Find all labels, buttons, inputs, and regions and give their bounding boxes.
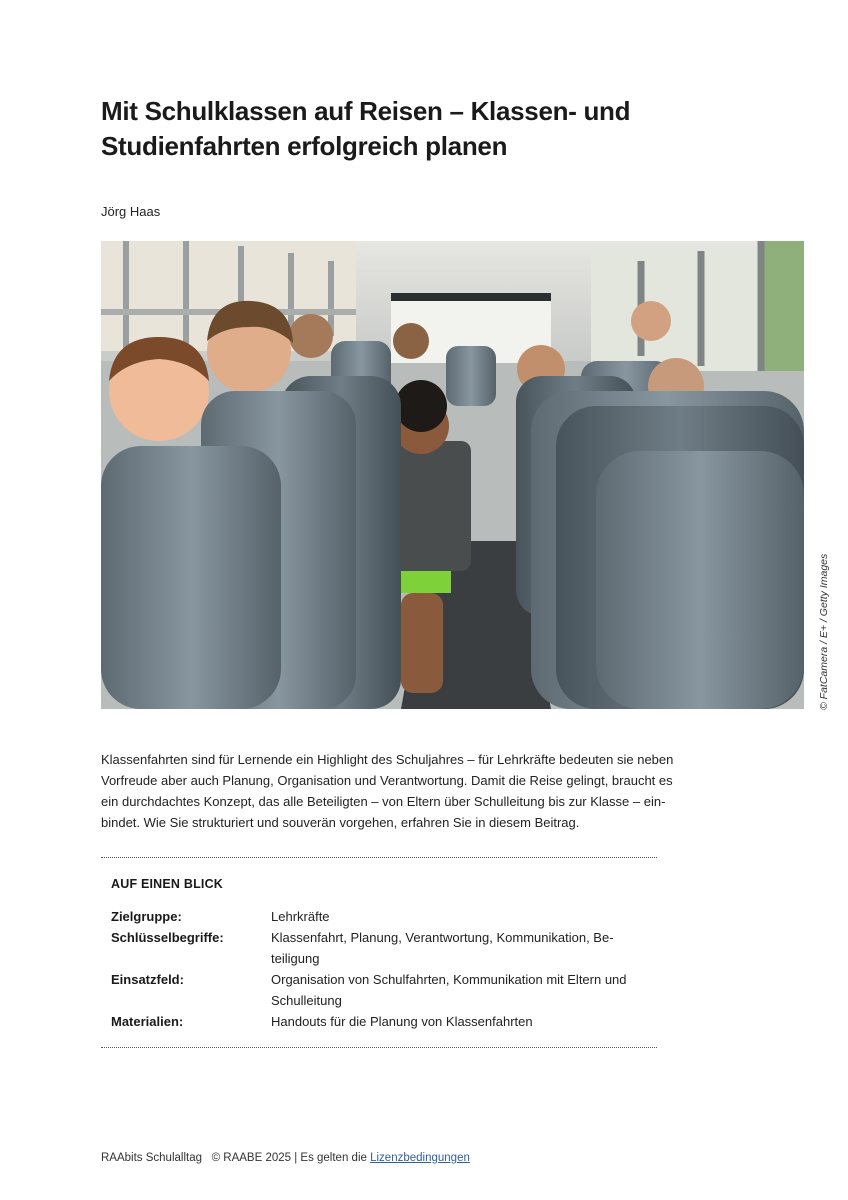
- overview-label: Schlüsselbegriffe:: [111, 930, 224, 945]
- intro-paragraph: [101, 749, 674, 833]
- page-title-line: Mit Schulklassen auf Reisen – Klassen- und: [101, 96, 631, 126]
- intro-line: Klassenfahrten sind für Lernende ein Highlight des Schuljahres – für Lehrkräfte bedeuten sie neben: [101, 752, 674, 767]
- overview-value-line: Schulleitung: [271, 993, 342, 1008]
- footer-publication: RAAbits Schulalltag: [101, 1152, 202, 1164]
- overview-value-line: Organisation von Schulfahrten, Kommunikation mit Eltern und: [271, 972, 627, 987]
- overview-value: [271, 969, 641, 1011]
- cover-photo: [101, 241, 804, 709]
- overview-label: Materialien:: [111, 1014, 184, 1029]
- photo-credit: © FatCamera / E+ / Getty Images: [818, 553, 830, 710]
- license-link[interactable]: Lizenzbedingungen: [370, 1152, 470, 1164]
- overview-value: [271, 1011, 641, 1032]
- overview-value-line: Klassenfahrt, Planung, Verantwortung, Kommunikation, Be-: [271, 930, 614, 945]
- page-title: [101, 94, 741, 164]
- divider-top: [101, 857, 657, 858]
- intro-line: bindet. Wie Sie strukturiert und souverän vorgehen, erfahren Sie in diesem Beitrag.: [101, 815, 580, 830]
- overview-value-line: Handouts für die Planung von Klassenfahrten: [271, 1014, 533, 1029]
- overview-value: [271, 906, 641, 927]
- overview-label: Einsatzfeld:: [111, 972, 184, 987]
- overview-heading: AUF EINEN BLICK: [111, 877, 224, 891]
- overview-value-line: teiligung: [271, 951, 320, 966]
- overview-label: Zielgruppe:: [111, 909, 182, 924]
- overview-value: [271, 927, 641, 969]
- footer-copyright: © RAABE 2025 | Es gelten die: [211, 1152, 367, 1164]
- intro-line: ein durchdachtes Konzept, das alle Beteiligten – von Eltern über Schulleitung bis zur Klasse – ein-: [101, 794, 666, 809]
- page-footer: [101, 1152, 470, 1164]
- overview-value-line: Lehrkräfte: [271, 909, 330, 924]
- intro-line: Vorfreude aber auch Planung, Organisation und Verantwortung. Damit die Reise gelingt, braucht es: [101, 773, 673, 788]
- page-title-line: Studienfahrten erfolgreich planen: [101, 131, 508, 161]
- author-name: Jörg Haas: [101, 204, 161, 219]
- divider-bottom: [101, 1047, 657, 1048]
